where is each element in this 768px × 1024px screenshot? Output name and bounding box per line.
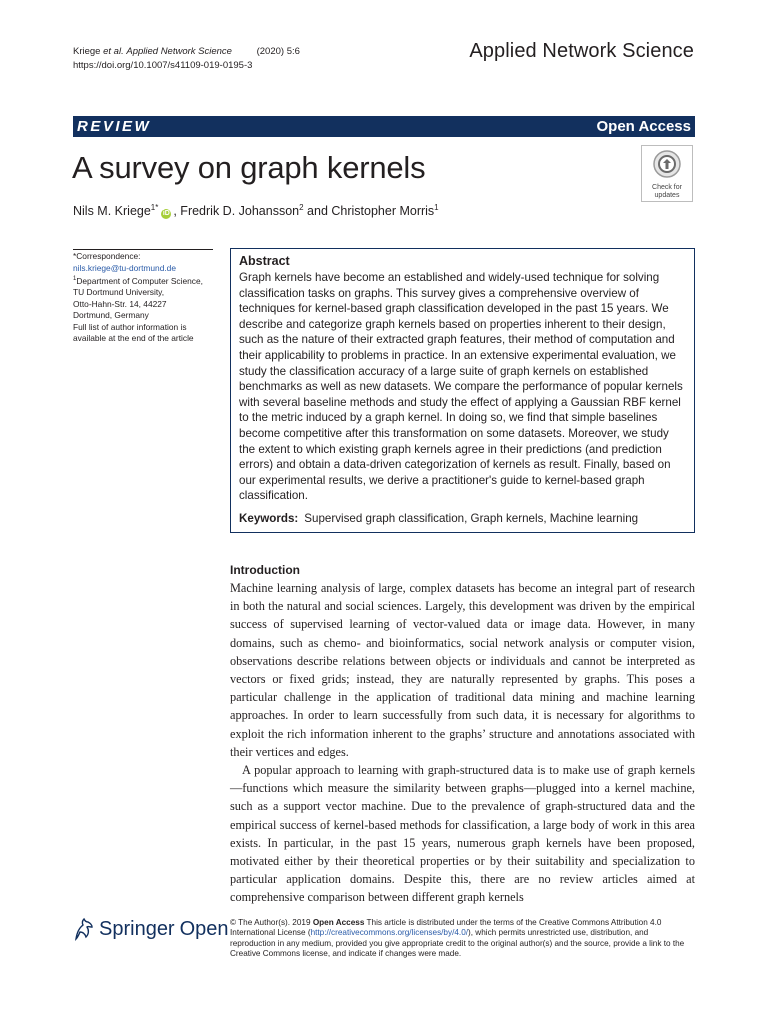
affiliation-line-0: $^1$Department of Computer Science,	[73, 275, 203, 286]
journal-name: Applied Network Science	[469, 40, 694, 62]
open-access-label: Open Access	[596, 118, 691, 135]
check-updates-text	[642, 184, 692, 200]
abstract-heading: Abstract	[239, 254, 290, 268]
affiliation-sup: 1	[73, 276, 77, 282]
full-author-info-note: Full list of author information is available at the end of the article	[73, 321, 194, 344]
keywords-label: Keywords:	[239, 511, 299, 525]
check-for-updates-badge[interactable]	[641, 145, 693, 202]
article-title: A survey on graph kernels	[72, 150, 426, 185]
author-1-affil: 1*	[150, 203, 159, 212]
affiliation-line-3: Dortmund, Germany	[73, 310, 149, 321]
license-text-1: This article is distributed under the terms of the Creative Commons Attribution 4.0 International License (	[230, 918, 662, 938]
introduction-heading: Introduction	[230, 563, 300, 577]
author-2-affil: 2	[299, 203, 304, 212]
springer-open-logo	[73, 917, 229, 941]
paragraph-1: Machine learning analysis of large, complex datasets has become an integral part of research in both the natural and social sciences. Largely, this development was driven by the empirical success of supervised learning of vector-valued data or image data. However, in many domains, such as chemo- and bioinformatics, social network analysis or computer vision, observations describe relations between objects or individuals and cannot be interpreted as vectors or fixed grids; instead, they are naturally represented by graphs. This poses a particular challenge in the application of traditional data mining and machine learning approaches. In order to learn successfully from such data, it is necessary for algorithms to exploit the rich information inherent to the graphs’ structure and annotations associated with their vertices and edges.	[230, 581, 695, 759]
license-open-access: Open Access	[312, 918, 365, 927]
check-updates-line1: Check for	[652, 184, 682, 191]
header-journal: Applied Network Science	[126, 46, 232, 57]
keywords-list: Supervised graph classification, Graph kernels, Machine learning	[304, 511, 639, 525]
article-type-banner	[73, 116, 695, 137]
license-statement	[230, 918, 695, 959]
introduction-body	[230, 579, 695, 907]
header-year-volume: (2020) 5:6	[256, 46, 300, 57]
orcid-icon[interactable]: iD	[162, 210, 170, 218]
affiliation-line-1: TU Dortmund University,	[73, 287, 165, 298]
abstract-box	[230, 248, 695, 533]
author-list	[73, 203, 439, 219]
license-copyright: © The Author(s). 2019	[230, 918, 313, 927]
author-1[interactable]: Nils M. Kriege	[73, 204, 151, 219]
header-doi[interactable]: https://doi.org/10.1007/s41109-019-0195-3	[73, 60, 253, 71]
running-header	[73, 45, 300, 73]
article-type: REVIEW	[77, 118, 152, 135]
sidebar-rule	[73, 249, 213, 250]
license-text-2: ), which permits unrestricted use, distribution, and reproduction in any medium, provided you give appropriate credit to the original author(s) and the source, provide a link to the Creative Commons license, and indicate if changes were made.	[230, 928, 685, 958]
check-updates-line2: updates	[654, 192, 680, 199]
correspondence-label: *Correspondence:	[73, 251, 141, 261]
correspondence-sidebar	[73, 251, 215, 345]
affiliation-line-2: Otto-Hahn-Str. 14, 44227	[73, 298, 167, 309]
abstract-text: Graph kernels have become an established and widely-used technique for solving classification tasks on graphs. This survey gives a comprehensive overview of techniques for kernel-based graph classification developed in the past 15 years. We describe and categorize graph kernels based on properties inherent to their design, such as the nature of their extracted graph features, their method of computation and their applicability to problems in practice. In an extensive experimental evaluation, we study the classification accuracy of a large suite of graph kernels on established benchmarks as well as new datasets. We compare the performance of popular kernels with several baseline methods and study the effect of applying a Gaussian RBF kernel to the metric induced by a graph kernel. In doing so, we find that simple baselines become competitive after this transformation on some datasets. Moreover, we study the extent to which existing graph kernels agree in their predictions (and prediction errors) and obtain a data-driven categorization of kernels as result. Finally, based on our experimental results, we derive a practitioner's guide to kernel-based graph classification.	[239, 271, 683, 503]
license-url-link[interactable]: http://creativecommons.org/licenses/by/4.0/	[310, 928, 469, 938]
author-3[interactable]: and Christopher Morris	[303, 204, 435, 219]
author-2[interactable]: , Fredrik D. Johansson	[173, 204, 300, 219]
paragraph-2: A popular approach to learning with graph-structured data is to make use of graph kernels—functions which measure the similarity between graphs—plugged into a kernel machine, such as a support vector machine. Due to the prevalence of graph-structured data and the empirical success of kernel-based methods for classification, a large body of work in this area exists. In particular, in the past 15 years, numerous graph kernels have been proposed, motivated either by their theoretical properties or by their suitability and specialization to particular application domains. Despite this, there are no review articles aimed at comprehensive comparison between different graph kernels	[230, 763, 695, 905]
header-authors: Kriege	[73, 46, 101, 57]
author-3-affil: 1	[434, 203, 439, 212]
keywords-line	[239, 511, 686, 526]
springer-horse-icon	[73, 917, 95, 941]
springer-word: Springer	[99, 917, 175, 940]
check-updates-icon	[652, 149, 682, 179]
header-et-al: et al.	[100, 46, 124, 57]
open-word: Open	[179, 917, 229, 940]
correspondence-email[interactable]: nils.kriege@tu-dortmund.de	[73, 262, 177, 273]
